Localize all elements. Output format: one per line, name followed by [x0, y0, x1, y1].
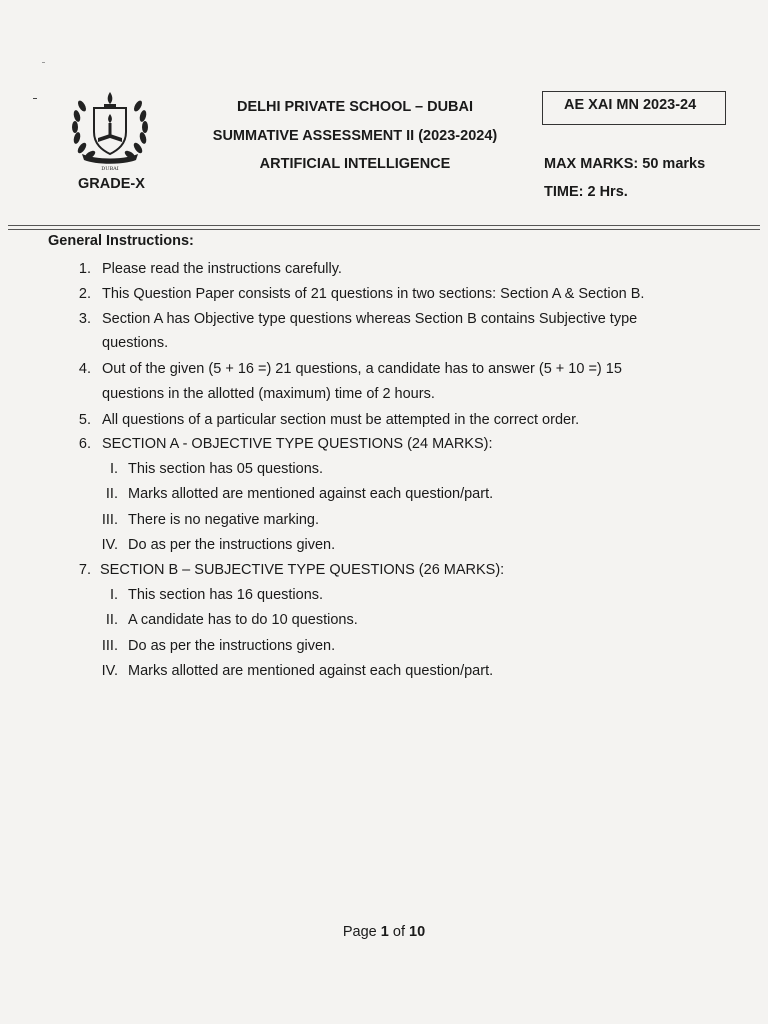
- paper-code-box: [542, 91, 726, 125]
- section-a-heading: SECTION A - OBJECTIVE TYPE QUESTIONS (24 MARKS):: [102, 436, 493, 452]
- sub-item-number: IV.: [101, 663, 118, 679]
- instruction-text: Please read the instructions carefully.: [102, 261, 342, 277]
- instruction-number: 3.: [78, 311, 91, 327]
- grade-label: GRADE-X: [78, 176, 145, 192]
- instruction-text: Out of the given (5 + 16 =) 21 questions, a candidate has to answer (5 + 10 =) 15: [102, 361, 622, 377]
- instruction-number: 2.: [78, 286, 91, 302]
- instruction-text: This Question Paper consists of 21 questions in two sections: Section A & Section B.: [102, 286, 645, 302]
- school-crest-logo: [68, 88, 152, 172]
- instruction-text: Section A has Objective type questions whereas Section B contains Subjective type: [102, 311, 638, 327]
- subject-title: ARTIFICIAL INTELLIGENCE: [259, 156, 451, 172]
- sub-item-text: There is no negative marking.: [128, 512, 320, 528]
- paper-code: AE XAI MN 2023-24: [564, 97, 697, 113]
- sub-item-number: II.: [105, 486, 118, 502]
- instruction-number: 6.: [78, 436, 91, 452]
- sub-item-number: III.: [101, 638, 118, 654]
- max-marks: MAX MARKS: 50 marks: [544, 156, 706, 172]
- sub-item-number: II.: [105, 612, 118, 628]
- current-page-number: 1: [380, 924, 389, 940]
- page-word: Page: [342, 924, 377, 940]
- sub-item-text: Marks allotted are mentioned against each question/part.: [128, 663, 494, 679]
- general-instructions-heading: General Instructions:: [48, 233, 194, 249]
- instruction-text: All questions of a particular section must be attempted in the correct order.: [102, 412, 580, 428]
- header-divider: [8, 225, 760, 226]
- exam-time: TIME: 2 Hrs.: [544, 184, 628, 200]
- total-pages: 10: [409, 924, 426, 940]
- sub-item-text: Marks allotted are mentioned against each question/part.: [128, 486, 494, 502]
- page-footer: [0, 924, 768, 940]
- sub-item-number: I.: [109, 461, 118, 477]
- sub-item-number: I.: [109, 587, 118, 603]
- school-name: DELHI PRIVATE SCHOOL – DUBAI: [236, 99, 474, 115]
- sub-item-text: This section has 05 questions.: [128, 461, 324, 477]
- sub-item-text: A candidate has to do 10 questions.: [128, 612, 358, 628]
- of-word: of: [392, 924, 405, 940]
- instruction-number: 7.: [78, 562, 91, 578]
- instruction-text: questions.: [102, 335, 169, 351]
- instruction-text: questions in the allotted (maximum) time of 2 hours.: [102, 386, 435, 402]
- assessment-title: SUMMATIVE ASSESSMENT II (2023-2024): [212, 128, 498, 144]
- sub-item-text: Do as per the instructions given.: [128, 638, 336, 654]
- instruction-number: 5.: [78, 412, 91, 428]
- scan-mark: [33, 98, 37, 99]
- sub-item-text: Do as per the instructions given.: [128, 537, 336, 553]
- instruction-number: 4.: [78, 361, 91, 377]
- sub-item-number: IV.: [101, 537, 118, 553]
- svg-text:DUBAI: DUBAI: [101, 166, 119, 172]
- sub-item-text: This section has 16 questions.: [128, 587, 324, 603]
- header-divider: [8, 229, 760, 230]
- instruction-number: 1.: [78, 261, 91, 277]
- scan-mark: [42, 62, 45, 63]
- section-b-heading: SECTION B – SUBJECTIVE TYPE QUESTIONS (26 MARKS):: [100, 562, 505, 578]
- sub-item-number: III.: [101, 512, 118, 528]
